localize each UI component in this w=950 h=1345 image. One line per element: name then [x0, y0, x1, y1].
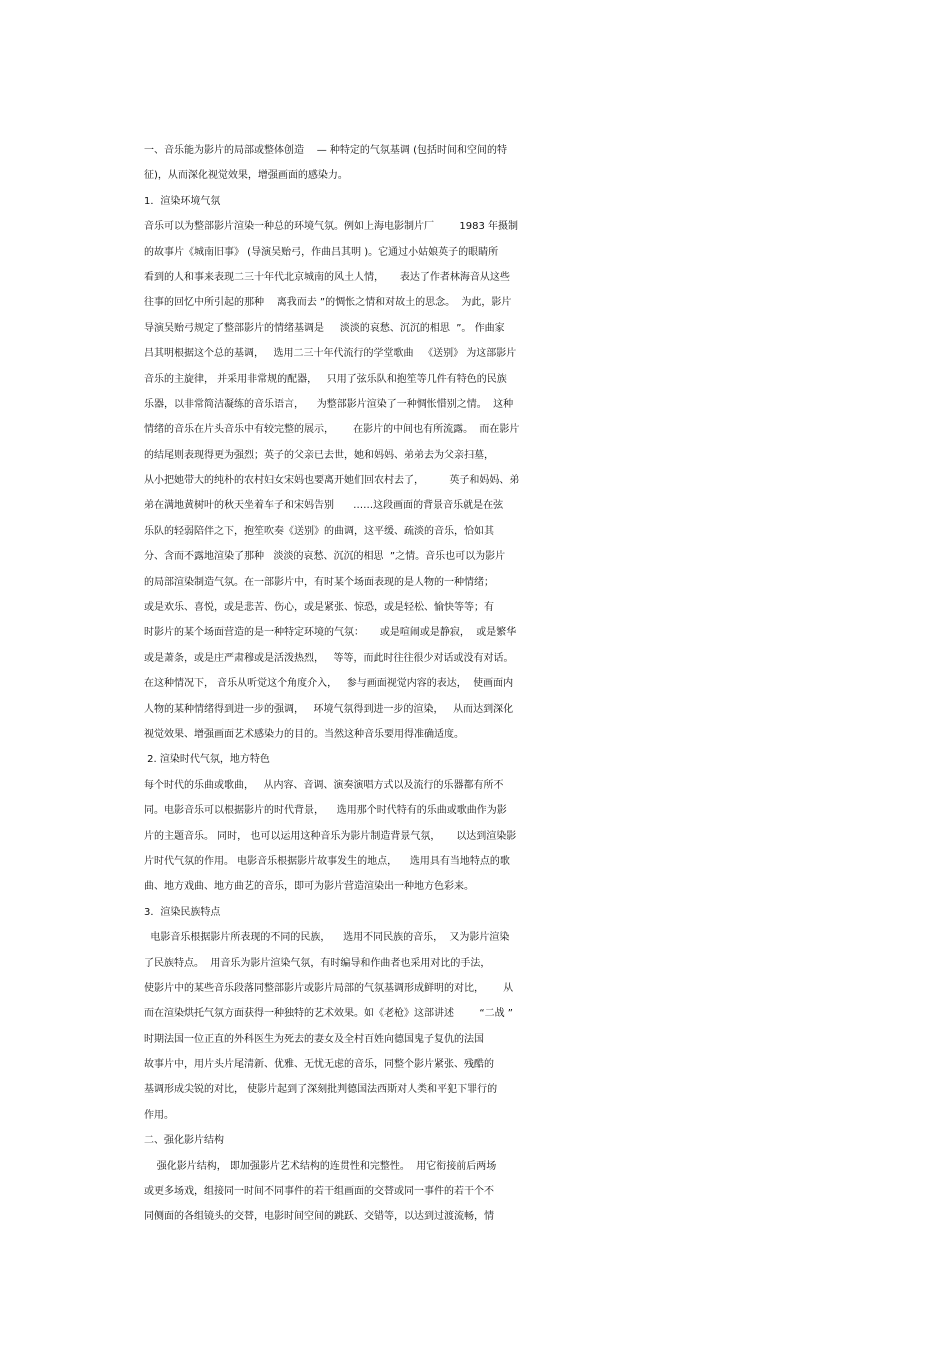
text-line: 时影片的某个场面营造的是一种特定环境的气氛： 或是喧闹或是静寂， 或是繁华	[144, 627, 517, 639]
text-line: 音乐可以为整部影片渲染一种总的环境气氛。例如上海电影制片厂 1983 年摄制	[144, 221, 519, 233]
text-line: 片时代气氛的作用。 电影音乐根据影片故事发生的地点， 选用具有当地特点的歌	[144, 855, 510, 867]
text-line: 电影音乐根据影片所表现的不同的民族， 选用不同民族的音乐， 又为影片渲染	[144, 932, 510, 944]
text-line: 基调形成尖锐的对比， 使影片起到了深刻批判德国法西斯对人类和平犯下罪行的	[144, 1084, 498, 1096]
text-line: 乐器，以非常简洁凝练的音乐语言， 为整部影片渲染了一种惆怅惜别之情。 这种	[144, 398, 514, 410]
text-line: 一、音乐能为影片的局部或整体创造 — 种特定的气氛基调 (包括时间和空间的特	[144, 145, 507, 156]
text-line: 视觉效果、增强画面艺术感染力的目的。当然这种音乐要用得准确适度。	[144, 728, 464, 740]
text-line: 强化影片结构， 即加强影片艺术结构的连贯性和完整性。 用它衔接前后两场	[144, 1160, 497, 1172]
text-line: 的结尾则表现得更为强烈；英子的父亲已去世，她和妈妈、弟弟去为父亲扫墓，	[144, 449, 494, 461]
text-line: 时期法国一位正直的外科医生为死去的妻女及全村百姓向德国鬼子复仇的法国	[144, 1033, 484, 1045]
text-line: 的故事片《城南旧事》 (导演吴贻弓，作曲吕其明 )。它通过小姑娘英子的眼睛所	[144, 246, 499, 258]
text-line: 情绪的音乐在片头音乐中有较完整的展示， 在影片的中间也有所流露。 而在影片	[144, 424, 520, 436]
text-line: 乐队的轻弱陪伴之下，抱笙吹奏《送别》的曲调，这平缓、疏淡的音乐，恰如其	[144, 525, 494, 537]
text-line: 作用。	[144, 1109, 174, 1121]
text-line: 曲、地方戏曲、地方曲艺的音乐，即可为影片营造渲染出一种地方色彩来。	[144, 881, 474, 893]
text-line: 2. 渲染时代气氛，地方特色	[144, 754, 270, 766]
text-line: 导演吴贻弓规定了整部影片的情绪基调是 淡淡的哀愁、沉沉的相思 ”。 作曲家	[144, 322, 505, 334]
text-line: 而在渲染烘托气氛方面获得一种独特的艺术效果。如《老枪》这部讲述 “二战 ”	[144, 1008, 513, 1020]
text-line: 征)，从而深化视觉效果，增强画面的感染力。	[144, 170, 348, 182]
text-line: 分、含而不露地渲染了那种 淡淡的哀愁、沉沉的相思 ”之情。音乐也可以为影片	[144, 551, 506, 563]
text-line: 的局部渲染制造气氛。在一部影片中，有时某个场面表现的是人物的一种情绪；	[144, 576, 494, 588]
text-line: 从小把她带大的纯朴的农村妇女宋妈也要离开她们回农村去了， 英子和妈妈、弟	[144, 475, 520, 487]
text-line: 每个时代的乐曲或歌曲， 从内容、音调、演奏演唱方式以及流行的乐器都有所不	[144, 779, 504, 791]
document-body	[144, 138, 814, 1230]
text-line: 吕其明根据这个总的基调， 选用二三十年代流行的学堂歌曲 《送别》 为这部影片	[144, 348, 517, 360]
text-line: 故事片中，用片头片尾清新、优雅、无忧无虑的音乐，同整个影片紧张、残酷的	[144, 1059, 494, 1071]
text-line: 或是欢乐、喜悦，或是悲苦、伤心，或是紧张、惊恐，或是轻松、愉快等等；有	[144, 602, 494, 614]
text-line: 往事的回忆中所引起的那种 离我而去 ”的惆怅之情和对故土的思念。 为此，影片	[144, 297, 512, 309]
text-line: 弟在满地黄树叶的秋天坐着车子和宋妈告别 ……这段画面的背景音乐就是在弦	[144, 500, 504, 512]
text-line: 同。电影音乐可以根据影片的时代背景， 选用那个时代特有的乐曲或歌曲作为影	[144, 805, 507, 817]
text-line: 人物的某种情绪得到进一步的强调， 环境气氛得到进一步的渲染， 从而达到深化	[144, 703, 514, 715]
text-line: 同侧面的各组镜头的交替，电影时间空间的跳跃、交错等，以达到过渡流畅，情	[144, 1211, 494, 1223]
text-line: 或更多场戏，组接同一时间不同事件的若干组画面的交替或同一事件的若干个不	[144, 1186, 494, 1198]
text-line: 看到的人和事来表现二三十年代北京城南的风土人情， 表达了作者林海音从这些	[144, 271, 510, 283]
text-line: 或是萧条，或是庄严肃穆或是活泼热烈， 等等，而此时往往很少对话或没有对话。	[144, 652, 514, 664]
text-line: 片的主题音乐。 同时， 也可以运用这种音乐为影片制造背景气氛， 以达到渲染影	[144, 830, 517, 842]
text-line: 3．渲染民族特点	[144, 906, 221, 918]
text-line: 二、强化影片结构	[144, 1135, 224, 1147]
text-line: 了民族特点。 用音乐为影片渲染气氛，有时编导和作曲者也采用对比的手法，	[144, 957, 491, 969]
text-line: 在这种情况下， 音乐从听觉这个角度介入， 参与画面视觉内容的表达， 使画面内	[144, 678, 514, 690]
text-line: 音乐的主旋律， 并采用非常规的配器， 只用了弦乐队和抱笙等几件有特色的民族	[144, 373, 507, 385]
text-line: 使影片中的某些音乐段落同整部影片或影片局部的气氛基调形成鲜明的对比， 从	[144, 982, 514, 994]
text-line: 1．渲染环境气氛	[144, 195, 221, 207]
